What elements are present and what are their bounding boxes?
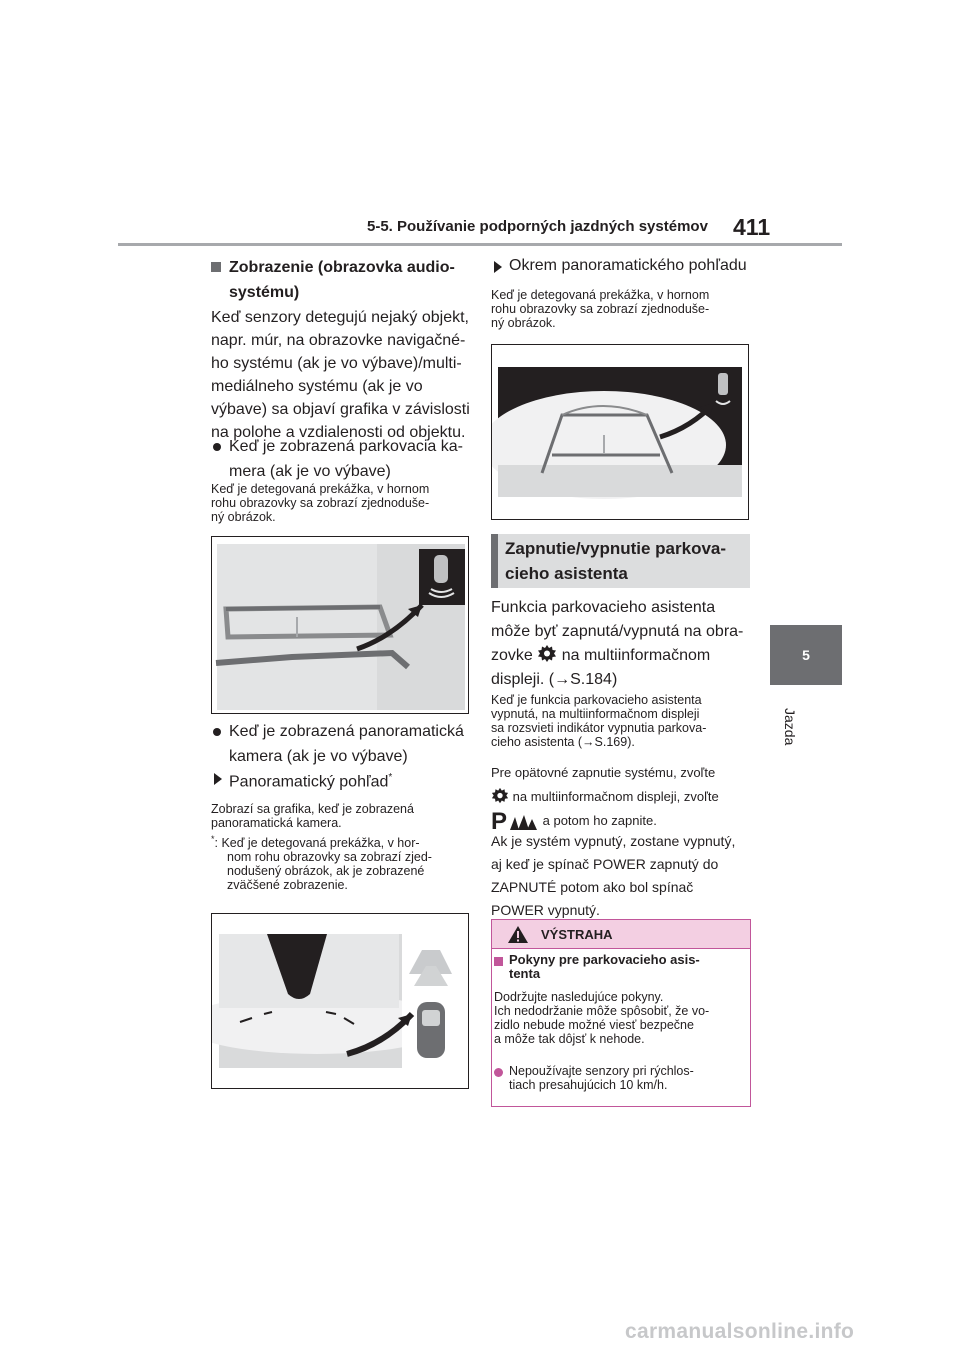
sub-item-panoramic-view: Panoramatický pohľad*	[229, 772, 393, 791]
warning-subheading: Pokyny pre parkovacieho asis- tenta	[509, 952, 700, 981]
section-title: 5-5. Používanie podporných jazdných systémov	[367, 218, 708, 235]
sub-item-arrow	[494, 261, 502, 273]
bullet-dot	[213, 443, 221, 451]
bullet-panoramic-camera: Keď je zobrazená panoramatická kamera (ak je vo výbave)	[229, 723, 464, 765]
gear-icon	[537, 644, 557, 664]
figure-parking-camera	[211, 536, 469, 714]
bullet-dot	[213, 728, 221, 736]
page-number: 411	[733, 214, 771, 240]
reenable-instructions: Pre opätovné zapnutie systému, zvoľte na multiinformačnom displeji, zvoľte P a potom ho zapnite.	[491, 761, 719, 833]
warning-square-bullet	[494, 957, 503, 966]
display-heading: Zobrazenie (obrazovka audio- systému)	[229, 259, 455, 301]
heading-square-bullet	[211, 262, 221, 272]
note-parking-camera: Keď je detegovaná prekážka, v hornom rohu obrazovky sa zobrazí zjednoduše- ný obrázok.	[211, 482, 430, 524]
display-intro: Keď senzory detegujú nejaký objekt, napr. múr, na obrazovke navigačné- ho systému (ak je vo výbave)/multi- mediálneho systému (ak je vo výbave) sa objaví grafika v závislosti na polohe a vzdialenosti od objektu.	[211, 309, 470, 441]
parking-assist-icon	[491, 809, 539, 831]
header-rule	[118, 243, 842, 246]
chapter-tab[interactable]	[770, 625, 842, 685]
warning-bullet-dot	[494, 1068, 503, 1077]
watermark: carmanualsonline.info	[625, 1320, 855, 1343]
gear-icon	[491, 787, 509, 805]
sub-item-arrow	[214, 773, 222, 785]
persist-paragraph: Ak je systém vypnutý, zostane vypnutý, aj keď je spínač POWER zapnutý do ZAPNUTÉ potom ako bol spínač POWER vypnutý.	[491, 833, 736, 918]
figure-panoramic-camera	[211, 913, 469, 1089]
footnote: *: Keď je detegovaná prekážka, v hor- nom rohu obrazovky sa zobrazí zjed- nodušený obrázok, ak je zobrazené zväčšené zobrazenie.	[211, 834, 432, 893]
note-except-panoramic: Keď je detegovaná prekážka, v hornom rohu obrazovky sa zobrazí zjednoduše- ný obrázok.	[491, 288, 710, 330]
section-heading-bar	[491, 534, 498, 588]
warning-bullet: Nepoužívajte senzory pri rýchlos- tiach presahujúcich 10 km/h.	[509, 1064, 694, 1092]
sub-item-except-panoramic: Okrem panoramatického pohľadu	[509, 257, 747, 274]
warning-title: VÝSTRAHA	[541, 927, 613, 942]
section-heading: Zapnutie/vypnutie parkova- cieho asistenta	[505, 539, 727, 583]
bullet-parking-camera: Keď je zobrazená parkovacia ka- mera (ak je vo výbave)	[229, 438, 463, 480]
note-panoramic: Zobrazí sa grafika, keď je zobrazená panoramatická kamera.	[211, 802, 414, 830]
toggle-paragraph: Funkcia parkovacieho asistenta môže byť zapnutá/vypnutá na obra- zovke na multiinformačnom displeji. (→S.184)	[491, 599, 744, 688]
warning-header	[492, 920, 750, 949]
note-indicator: Keď je funkcia parkovacieho asistenta vypnutá, na multiinformačnom displeji sa rozsvieti indikátor vypnutia parkova- cieho asistenta (→S.169).	[491, 693, 707, 749]
warning-text: Dodržujte nasledujúce pokyny. Ich nedodržanie môže spôsobiť, že vo- zidlo nebude možné viesť bezpečne a môže tak dôjsť k nehode.	[494, 990, 710, 1046]
svg-text:P: P	[491, 809, 508, 831]
chapter-number: 5	[802, 647, 810, 663]
chapter-label: Jazda	[782, 708, 798, 746]
warning-icon	[507, 925, 529, 949]
figure-simplified-view	[491, 344, 749, 520]
